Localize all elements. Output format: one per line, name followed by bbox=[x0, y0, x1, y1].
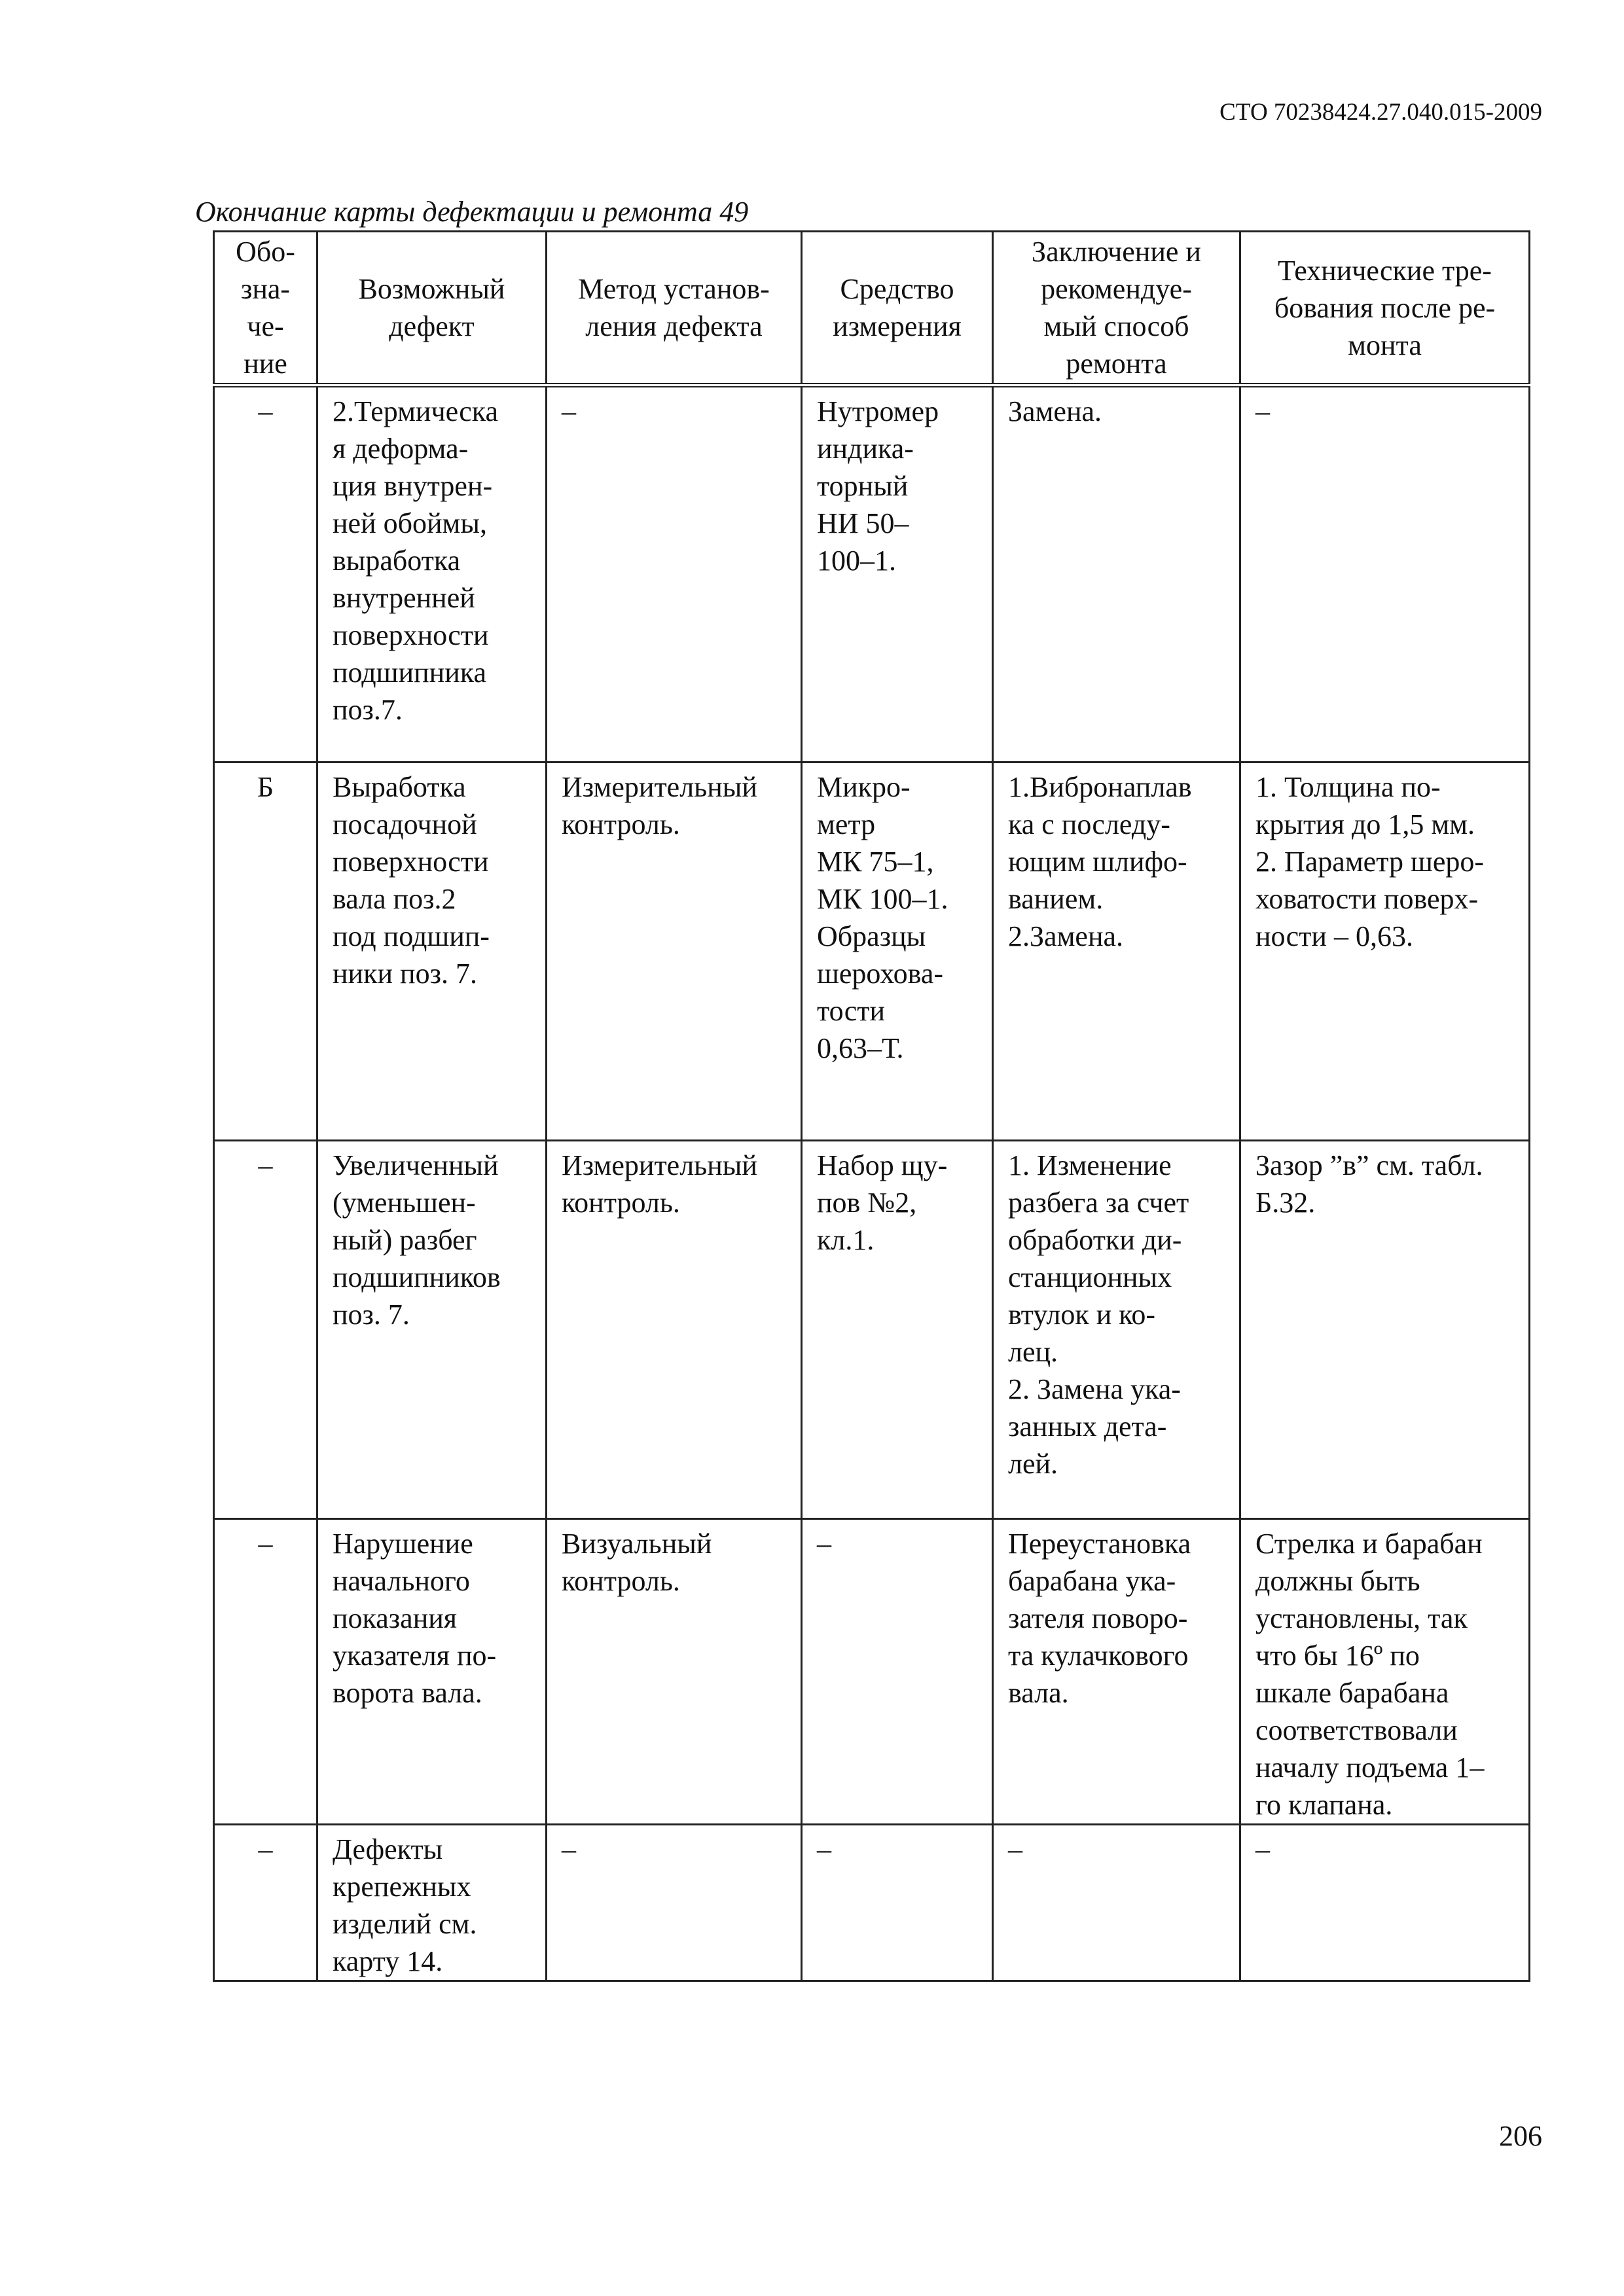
cell-tool: – bbox=[802, 1519, 993, 1825]
cell-requirements: – bbox=[1240, 386, 1530, 762]
cell-defect: 2.Термическа я деформа- ция внутрен- ней обоймы, выработка внутренней поверхности подшипника поз.7. bbox=[317, 386, 547, 762]
cell-requirements: Стрелка и барабан должны быть установлены, так что бы 16º по шкале барабана соответствовали началу подъема 1– го клапана. bbox=[1240, 1519, 1530, 1825]
column-header-repair: Заключение и рекомендуе- мый способ ремонта bbox=[993, 232, 1240, 386]
cell-defect: Выработка посадочной поверхности вала поз.2 под подшип- ники поз. 7. bbox=[317, 762, 547, 1141]
table-caption: Окончание карты дефектации и ремонта 49 bbox=[195, 196, 749, 228]
cell-code: – bbox=[214, 1141, 317, 1519]
cell-code: – bbox=[214, 1825, 317, 1981]
column-header-defect: Возможный дефект bbox=[317, 232, 547, 386]
table-row bbox=[214, 386, 1530, 762]
cell-tool: Микро- метр МК 75–1, МК 100–1. Образцы шерохова- тости 0,63–Т. bbox=[802, 762, 993, 1141]
defect-table bbox=[213, 230, 1530, 1982]
cell-method: – bbox=[547, 386, 802, 762]
cell-method: – bbox=[547, 1825, 802, 1981]
table-row bbox=[214, 762, 1530, 1141]
column-header-requirements: Технические тре- бования после ре- монта bbox=[1240, 232, 1530, 386]
cell-requirements: 1. Толщина по- крытия до 1,5 мм. 2. Параметр шеро- ховатости поверх- ности – 0,63. bbox=[1240, 762, 1530, 1141]
cell-method: Измерительный контроль. bbox=[547, 762, 802, 1141]
table-header-row bbox=[214, 232, 1530, 386]
cell-repair: 1.Вибронаплав ка с последу- ющим шлифо- ванием. 2.Замена. bbox=[993, 762, 1240, 1141]
cell-code: Б bbox=[214, 762, 317, 1141]
cell-code: – bbox=[214, 1519, 317, 1825]
table-row bbox=[214, 1519, 1530, 1825]
cell-repair: – bbox=[993, 1825, 1240, 1981]
cell-defect: Нарушение начального показания указателя по- ворота вала. bbox=[317, 1519, 547, 1825]
cell-defect: Дефекты крепежных изделий см. карту 14. bbox=[317, 1825, 547, 1981]
cell-repair: 1. Изменение разбега за счет обработки ди- станционных втулок и ко- лец. 2. Замена ука- занных дета- лей. bbox=[993, 1141, 1240, 1519]
cell-repair: Переустановка барабана ука- зателя поворо- та кулачкового вала. bbox=[993, 1519, 1240, 1825]
cell-code: – bbox=[214, 386, 317, 762]
column-header-code: Обо- зна- че- ние bbox=[214, 232, 317, 386]
document-code: СТО 70238424.27.040.015-2009 bbox=[1219, 99, 1542, 126]
cell-repair: Замена. bbox=[993, 386, 1240, 762]
cell-method: Визуальный контроль. bbox=[547, 1519, 802, 1825]
cell-tool: – bbox=[802, 1825, 993, 1981]
cell-tool: Нутромер индика- торный НИ 50– 100–1. bbox=[802, 386, 993, 762]
column-header-tool: Средство измерения bbox=[802, 232, 993, 386]
table-row bbox=[214, 1141, 1530, 1519]
table-row bbox=[214, 1825, 1530, 1981]
cell-method: Измерительный контроль. bbox=[547, 1141, 802, 1519]
cell-requirements: – bbox=[1240, 1825, 1530, 1981]
cell-tool: Набор щу- пов №2, кл.1. bbox=[802, 1141, 993, 1519]
column-header-method: Метод установ- ления дефекта bbox=[547, 232, 802, 386]
cell-requirements: Зазор ”в” см. табл. Б.32. bbox=[1240, 1141, 1530, 1519]
page-number: 206 bbox=[1499, 2120, 1542, 2152]
cell-defect: Увеличенный (уменьшен- ный) разбег подшипников поз. 7. bbox=[317, 1141, 547, 1519]
